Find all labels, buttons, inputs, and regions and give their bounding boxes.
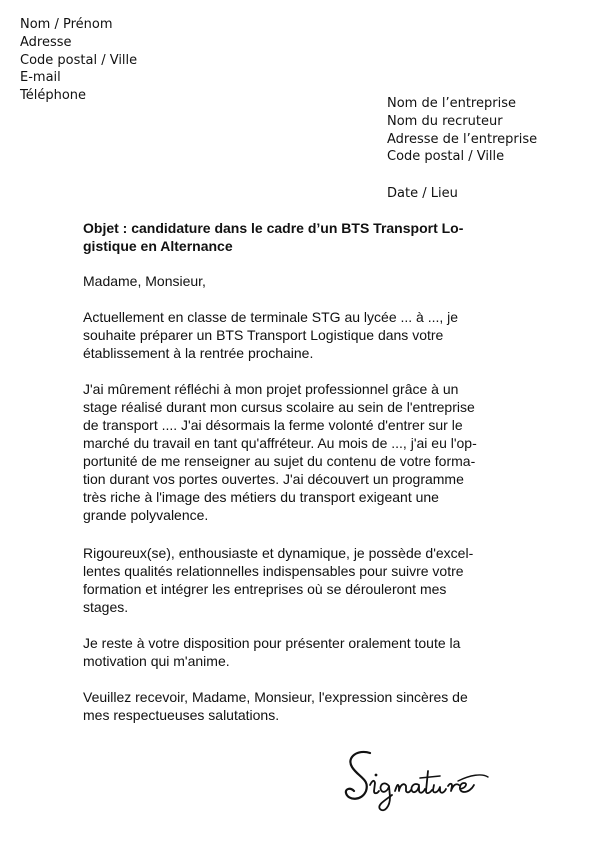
recipient-postal-city: Code postal / Ville bbox=[387, 149, 505, 165]
paragraph-line: mes respectueuses salutations. bbox=[83, 707, 280, 723]
sender-email: E-mail bbox=[20, 70, 61, 86]
paragraph-line: formation et intégrer les entreprises où se dérouleront mes bbox=[83, 581, 447, 597]
paragraph-line: motivation qui m'anime. bbox=[83, 653, 230, 669]
paragraph-line: de transport .... J'ai désormais la ferme volonté d'entrer sur le bbox=[83, 417, 463, 433]
subject-line-2: gistique en Alternance bbox=[83, 238, 233, 254]
paragraph-line: marché du travail en tant qu'affréteur. Au mois de ..., j'ai eu l'op- bbox=[83, 435, 477, 451]
paragraph-line: établissement à la rentrée prochaine. bbox=[83, 345, 314, 361]
paragraph-intro bbox=[83, 308, 513, 362]
handwritten-signature bbox=[340, 745, 510, 825]
paragraph-line: Rigoureux(se), enthousiaste et dynamique, je possède d'excel- bbox=[83, 545, 474, 561]
paragraph-closing bbox=[83, 688, 513, 724]
paragraph-line: Je reste à votre disposition pour présenter oralement toute la bbox=[83, 635, 461, 651]
date-place bbox=[387, 185, 458, 203]
paragraph-line: J'ai mûrement réfléchi à mon projet professionnel grâce à un bbox=[83, 381, 459, 397]
paragraph-motivation bbox=[83, 380, 513, 524]
subject-line-1: Objet : candidature dans le cadre d’un BTS Transport Lo- bbox=[83, 220, 464, 236]
paragraph-line: grande polyvalence. bbox=[83, 507, 209, 523]
salutation bbox=[83, 272, 513, 290]
recipient-address: Adresse de l’entreprise bbox=[387, 131, 538, 147]
paragraph-line: Actuellement en classe de terminale STG au lycée ... à ..., je bbox=[83, 309, 459, 325]
sender-name: Nom / Prénom bbox=[20, 17, 113, 32]
paragraph-line: stage réalisé durant mon cursus scolaire au sein de l'entreprise bbox=[83, 399, 475, 415]
recipient-company: Nom de l’entreprise bbox=[387, 96, 516, 111]
salutation-text: Madame, Monsieur, bbox=[83, 273, 206, 289]
sender-postal-city: Code postal / Ville bbox=[20, 52, 138, 68]
paragraph-line: Veuillez recevoir, Madame, Monsieur, l'expression sincères de bbox=[83, 689, 468, 705]
recipient-recruiter: Nom du recruteur bbox=[387, 113, 503, 129]
date-place-text: Date / Lieu bbox=[387, 186, 458, 201]
paragraph-line: tion durant vos portes ouvertes. J'ai découvert un programme bbox=[83, 471, 464, 487]
paragraph-qualities bbox=[83, 544, 513, 616]
paragraph-line: souhaite préparer un BTS Transport Logistique dans votre bbox=[83, 327, 444, 343]
paragraph-availability bbox=[83, 634, 513, 670]
paragraph-line: portunité de me renseigner au sujet du contenu de votre forma- bbox=[83, 453, 476, 469]
paragraph-line: lentes qualités relationnelles indispensables pour suivre votre bbox=[83, 563, 464, 579]
paragraph-line: très riche à l'image des métiers du transport exigeant une bbox=[83, 489, 439, 505]
sender-phone: Téléphone bbox=[20, 88, 87, 104]
paragraph-line: stages. bbox=[83, 599, 129, 615]
sender-address: Adresse bbox=[20, 34, 72, 50]
subject-line bbox=[83, 219, 513, 255]
recipient-block bbox=[387, 95, 537, 166]
sender-block bbox=[20, 16, 137, 105]
